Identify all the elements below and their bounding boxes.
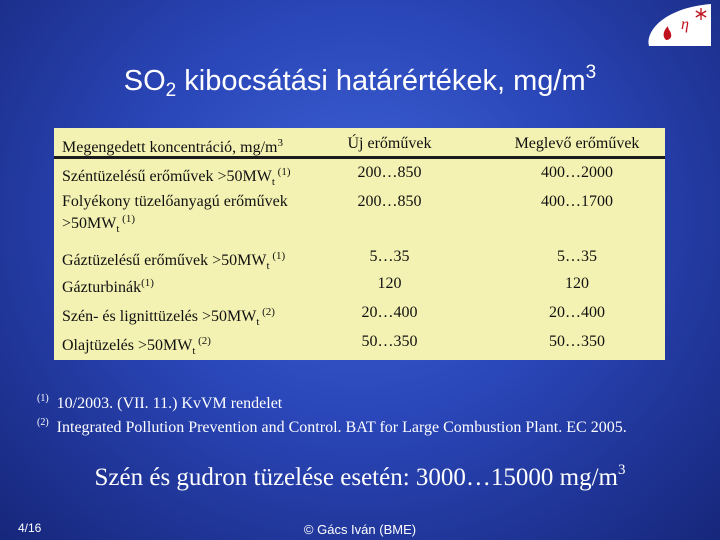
header-new-plants: Új erőművek [347,135,432,152]
footnote-2: $^{(2)}$ Integrated Pollution Prevention and Control. BAT for Large Combustion Plant. EC 2005. [37,417,627,436]
footer-copyright: © Gács Iván (BME) [303,522,417,537]
table-cell-existing: 120 [565,275,589,292]
table-cell-existing: 20…400 [549,304,605,321]
table-row-label: Folyékony tüzelőanyagú erőművek [62,193,288,210]
coal-tar-note: Szén és gudron tüzelése esetén: 3000…15000 $mg/m^3$ [94,462,626,491]
table-cell-new: 200…850 [357,164,422,181]
bme-energy-logo [641,2,715,48]
limits-table [54,128,665,360]
table-cell-existing: 50…350 [549,333,605,350]
table-cell-new: 5…35 [369,248,410,265]
table-cell-existing: 5…35 [557,248,597,265]
header-concentration: Megengedett koncentráció, $mg/m^3$ [62,137,283,156]
table-cell-existing: 400…2000 [541,164,613,181]
table-row-label: Szén- és lignittüzelés $>50MW_t$ $^{(2)}$ [62,306,275,328]
table-row-label: Gázturbinák$^{(1)}$ [62,277,154,296]
page-number: 4/16 [18,521,42,535]
table-cell-new: 120 [377,275,402,292]
footnote-1: $^{(1)}$ 10/2003. (VII. 11.) KvVM rendelet [37,393,283,412]
table-row-label-cont: $>50MW_t$ $^{(1)}$ [62,213,135,235]
table-row-label: Olajtüzelés $>50MW_t$ $^{(2)}$ [62,335,211,357]
header-divider [54,156,665,159]
table-cell-new: 50…350 [361,333,418,350]
svg-text:η: η [681,16,689,33]
table-cell-new: 200…850 [357,193,422,210]
table-row-label: Széntüzelésű erőművek $>50MW_t$ $^{(1)}$ [62,166,291,188]
page-title: $SO_2$ kibocsátási határértékek, $mg/m^3$ [123,62,597,101]
header-existing-plants: Meglevő erőművek [514,135,640,152]
table-row-label: Gáztüzelésű erőművek $>50MW_t$ $^{(1)}$ [62,250,286,272]
table-cell-new: 20…400 [361,304,418,321]
table-cell-existing: 400…1700 [541,193,613,210]
